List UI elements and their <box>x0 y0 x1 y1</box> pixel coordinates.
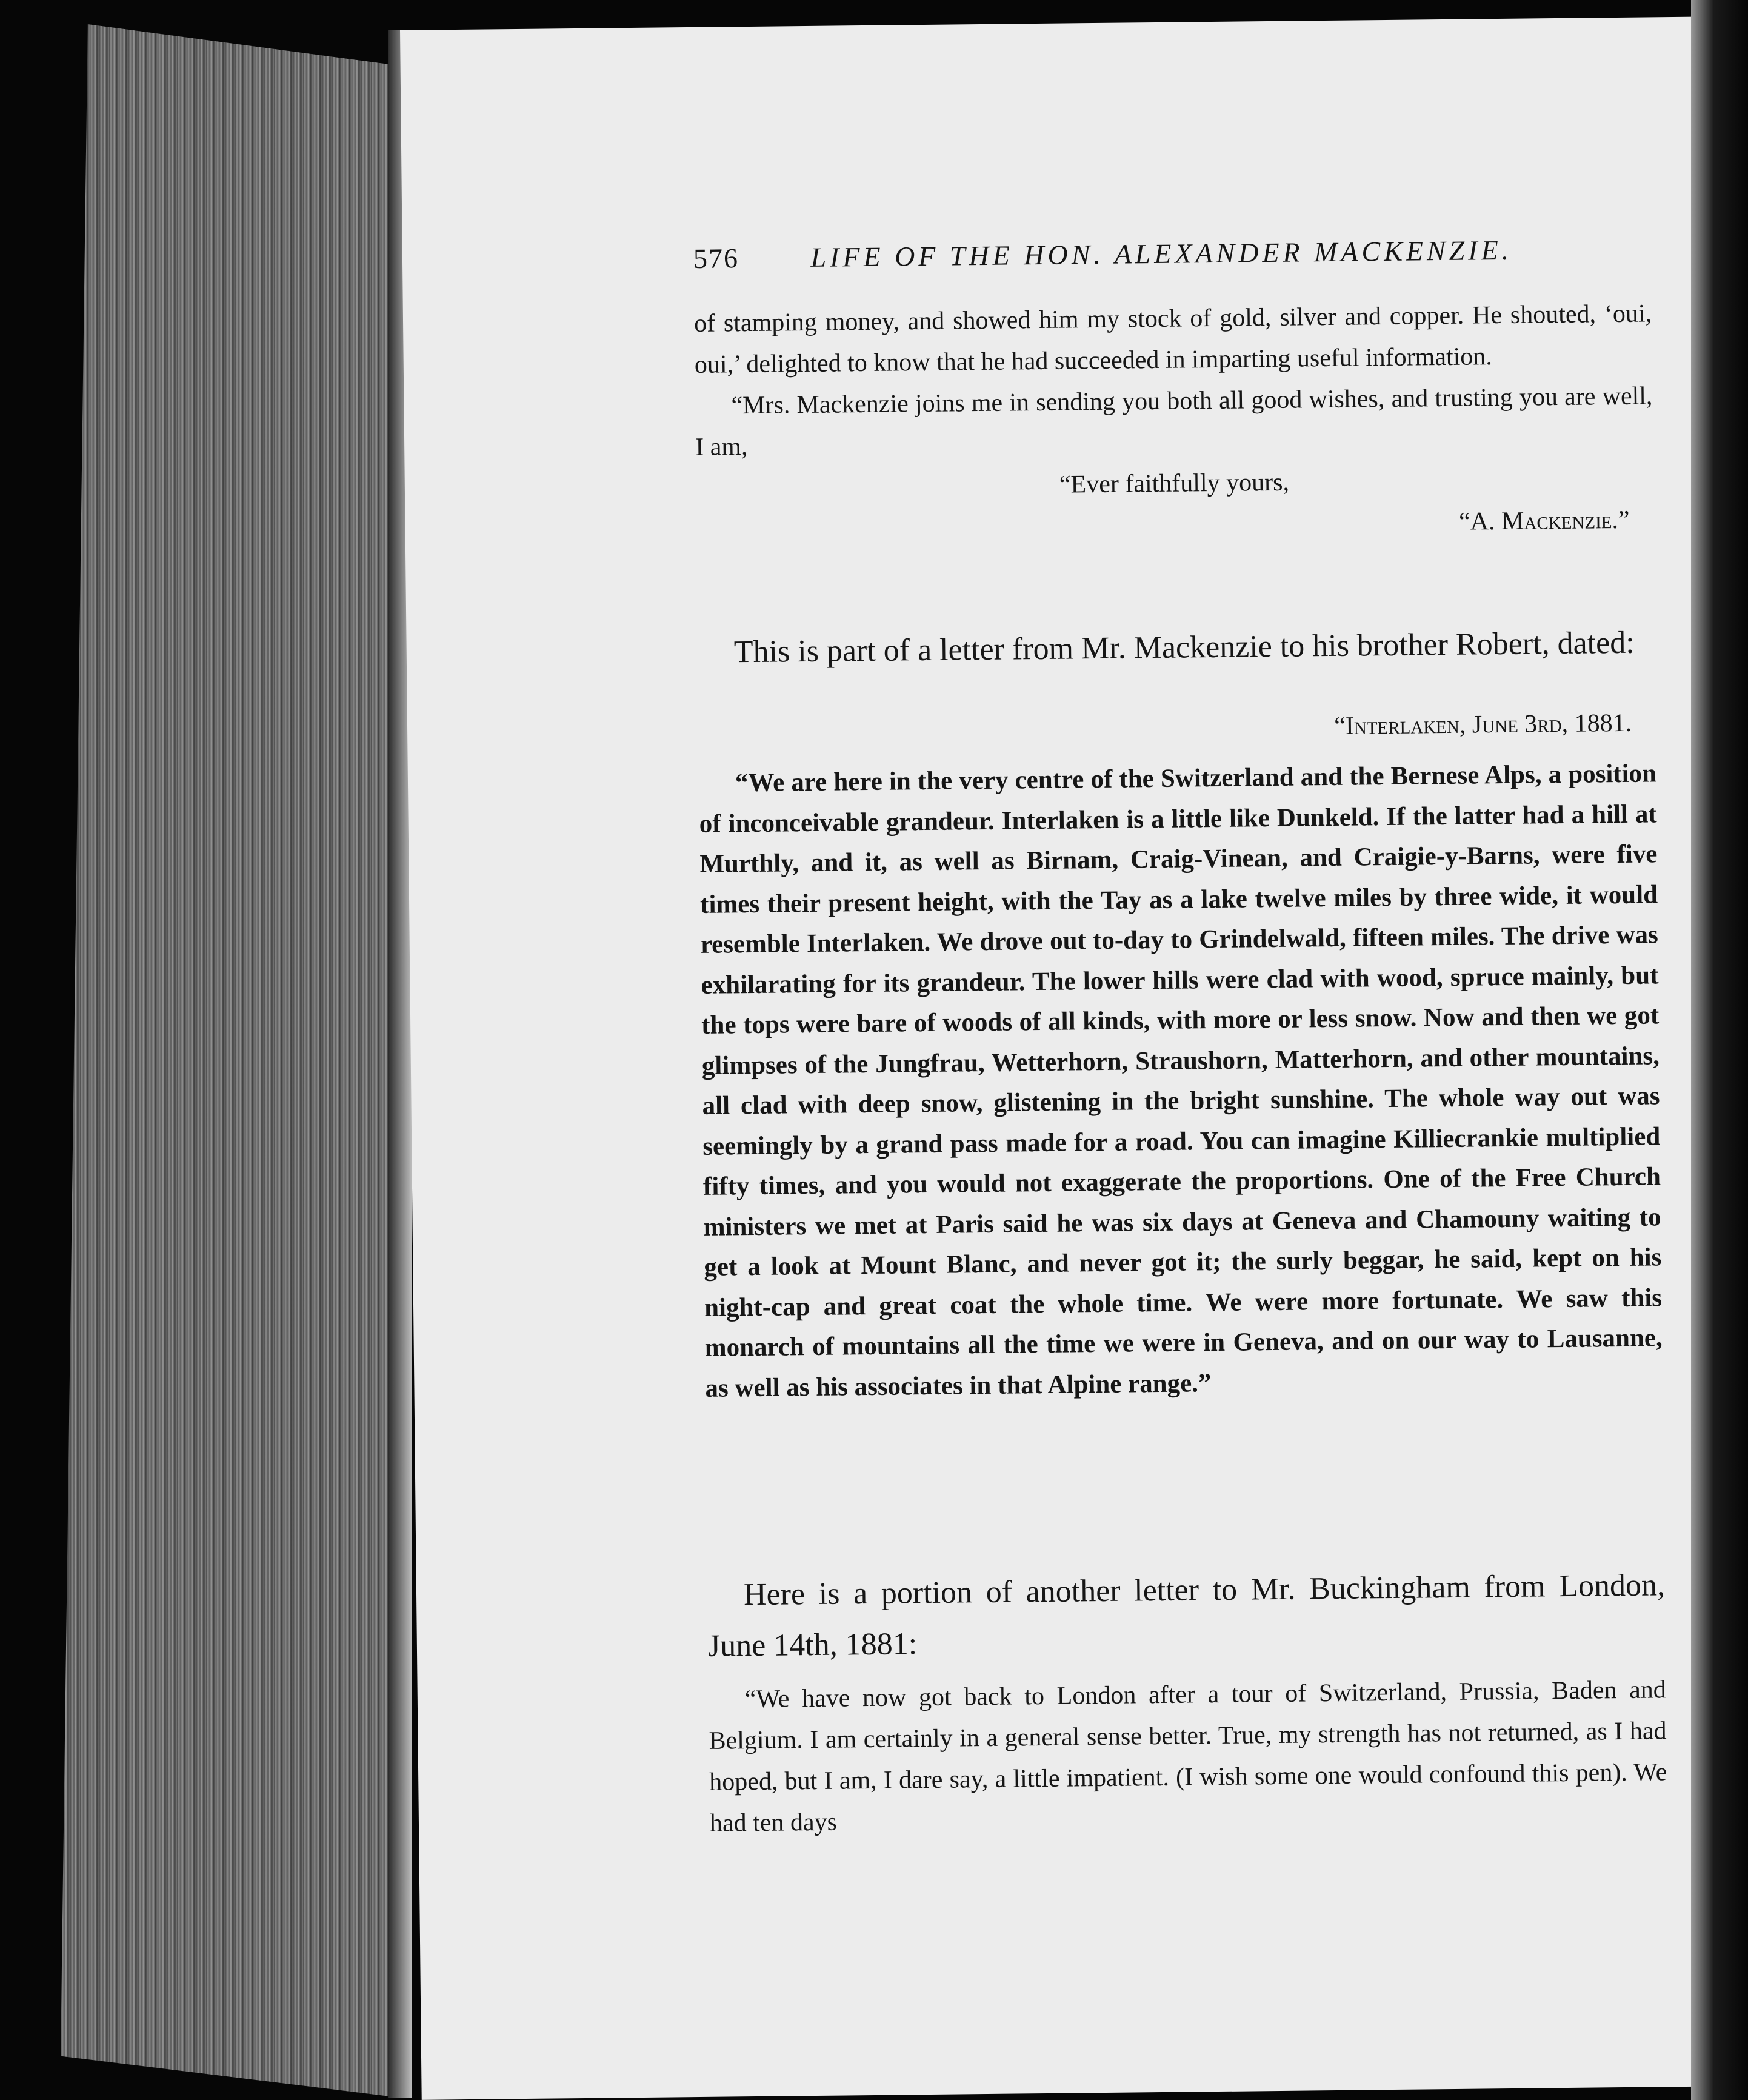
letter-continuation: of stamping money, and showed him my stock of gold, silver and copper. He shouted, ‘oui, oui,’ delighted to know that he had succeeded in imparting useful information. <box>693 299 1652 379</box>
page-header <box>693 232 1651 275</box>
first-letter <box>694 293 1654 550</box>
letter-body-2: “We have now got back to London after a tour of Switzerland, Prussia, Baden and Belgium. I am certainly in a general sense better. True, my strength has not returned, as I had hoped, but I am, I dare say, a little impatient. (I wish some one would confound this pen). We had ten days <box>709 1676 1667 1837</box>
signature: “A. Mackenzie.” <box>1458 506 1630 536</box>
book-page-edges <box>61 24 400 2098</box>
third-letter <box>709 1669 1668 1844</box>
book-page <box>400 16 1743 2100</box>
second-letter-intro <box>697 617 1655 678</box>
running-title: LIFE OF THE HON. ALEXANDER MACKENZIE. <box>810 234 1513 273</box>
valediction: “Ever faithfully yours, <box>1059 468 1290 499</box>
letter-body: “We are here in the very centre of the Switzerland and the Bernese Alps, a position of inconceivable grandeur. Interlaken is a little like Dunkeld. If the latter had a hill at Murthly, and it, as well as Birnam, Craig-Vinean, and Craigie-y-Barns, were five times their present height, with the Tay as a lake twelve miles by three wide, it would resemble Interlaken. We drove out to-day to Grindelwald, fifteen miles. The drive was exhilarating for its grandeur. The lower hills were clad with wood, spruce mainly, but the tops were bare of woods of all kinds, with more or less snow. Now and then we got glimpses of the Jungfrau, Wetterhorn, Straushorn, Matterhorn, and other mountains, all clad with deep snow, glistening in the bright sunshine. The whole way out was seemingly by a grand pass made for a road. You can imagine Killiecrankie multiplied fifty times, and you would not exaggerate the proportions. One of the Free Church ministers we met at Paris said he was six days at Geneva and Chamouny waiting to get a look at Mount Blanc, and never got it; the surly beggar, he said, kept on his night-cap and great coat the whole time. We were more fortunate. We saw this monarch of mountains all the time we were in Geneva, and on our way to Lausanne, as well as his associates in that Alpine range.” <box>699 759 1663 1403</box>
intro-paragraph: This is part of a letter from Mr. Mackenzie to his brother Robert, dated: <box>733 625 1635 670</box>
second-letter-dateline-block <box>698 702 1656 754</box>
third-letter-intro <box>707 1560 1666 1672</box>
second-letter <box>699 754 1663 1408</box>
intro-paragraph-2: Here is a portion of another letter to Mr. Buckingham from London, June 14th, 1881: <box>707 1568 1666 1664</box>
page-number: 576 <box>693 242 739 274</box>
dateline: “Interlaken, June 3rd, 1881. <box>1334 709 1632 740</box>
page-right-edge <box>1691 0 1748 2100</box>
letter-closing: “Mrs. Mackenzie joins me in sending you both all good wishes, and trusting you are well, I am, <box>695 382 1653 461</box>
